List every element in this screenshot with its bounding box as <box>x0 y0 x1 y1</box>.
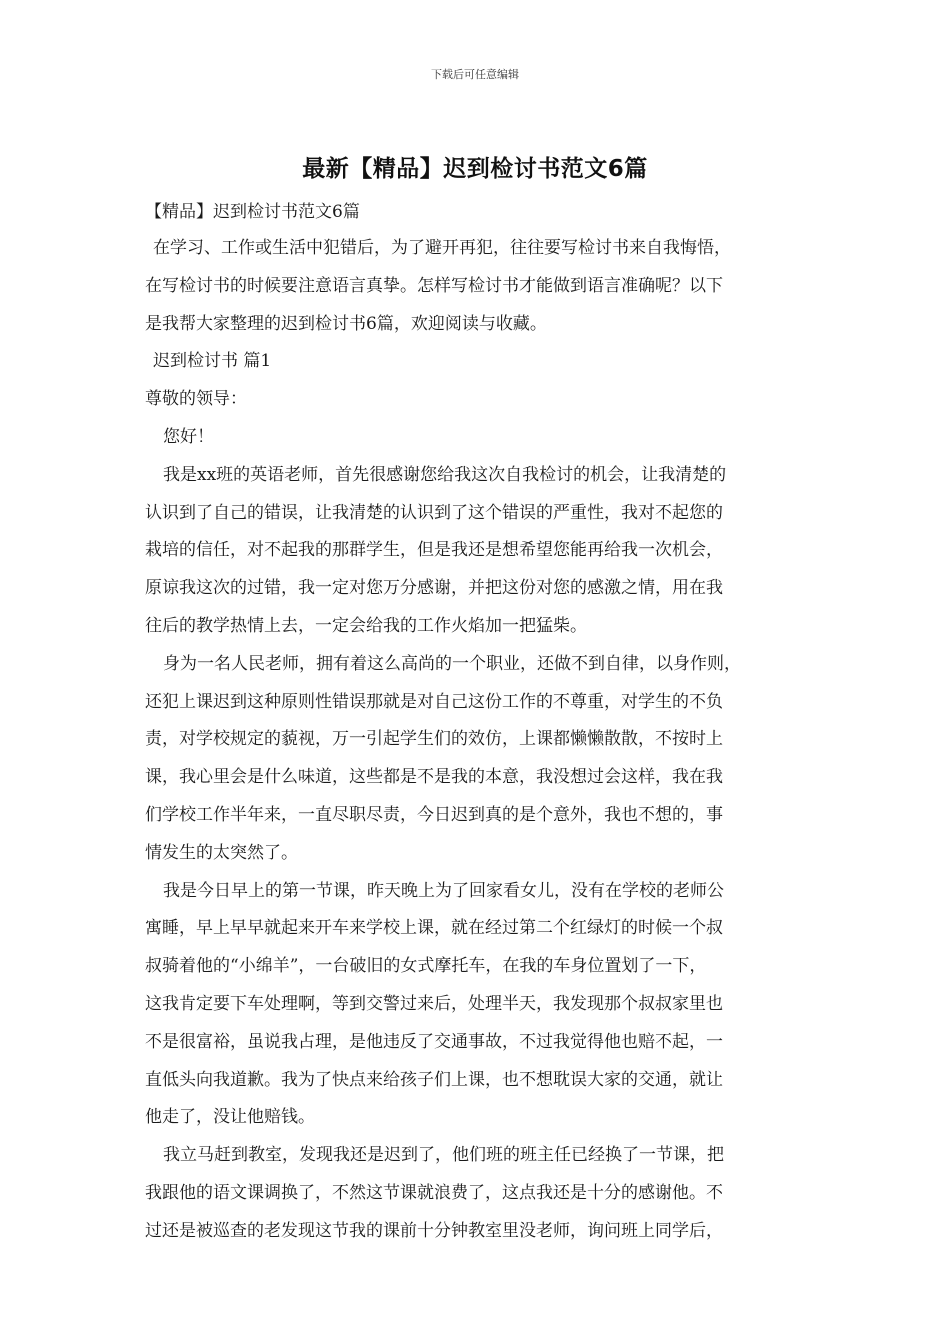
paragraph-line: 课，我心里会是什么味道，这些都是不是我的本意，我没想过会这样，我在我 <box>145 767 723 788</box>
paragraph-line: 身为一名人民老师，拥有着这么高尚的一个职业，还做不到自律，以身作则， <box>163 653 741 674</box>
paragraph-line: 叔骑着他的“小绵羊”，一台破旧的女式摩托车，在我的车身位置划了一下， <box>145 956 707 977</box>
document-title: 最新【精品】迟到检讨书范文6篇 <box>302 156 648 182</box>
paragraph-line: 我是今日早上的第一节课，昨天晚上为了回家看女儿，没有在学校的老师公 <box>163 880 724 901</box>
intro-line: 在学习、工作或生活中犯错后，为了避开再犯，往往要写检讨书来自我悔悟， <box>153 238 731 258</box>
paragraph-line: 这我肯定要下车处理啊，等到交警过来后，处理半天，我发现那个叔叔家里也 <box>145 993 723 1014</box>
intro-line: 是我帮大家整理的迟到检讨书6篇，欢迎阅读与收藏。 <box>145 313 547 334</box>
intro-line: 在写检讨书的时候要注意语言真挚。怎样写检讨书才能做到语言准确呢？以下 <box>145 275 723 296</box>
paragraph-line: 栽培的信任，对不起我的那群学生，但是我还是想希望您能再给我一次机会， <box>145 540 723 561</box>
paragraph-line: 往后的教学热情上去，一定会给我的工作火焰加一把猛柴。 <box>145 615 587 636</box>
document-body <box>145 198 810 1251</box>
paragraph-line: 不是很富裕，虽说我占理，是他违反了交通事故，不过我觉得他也赔不起，一 <box>145 1031 723 1052</box>
paragraph-line: 过还是被巡查的老发现这节我的课前十分钟教室里没老师，询问班上同学后， <box>145 1220 723 1241</box>
paragraph-line: 我是xx班的英语老师，首先很感谢您给我这次自我检讨的机会，让我清楚的 <box>163 464 727 485</box>
paragraph-line: 们学校工作半年来，一直尽职尽责，今日迟到真的是个意外，我也不想的，事 <box>145 804 723 825</box>
document-subtitle: 【精品】迟到检讨书范文6篇 <box>145 202 360 222</box>
paragraph-line: 我跟他的语文课调换了，不然这节课就浪费了，这点我还是十分的感谢他。不 <box>145 1182 723 1203</box>
paragraph-line: 还犯上课迟到这种原则性错误那就是对自己这份工作的不尊重，对学生的不负 <box>145 691 723 712</box>
paragraph-line: 他走了，没让他赔钱。 <box>145 1107 315 1128</box>
section-heading: 迟到检讨书 篇1 <box>153 351 272 372</box>
paragraph-line: 我立马赶到教室，发现我还是迟到了，他们班的班主任已经换了一节课，把 <box>163 1145 724 1166</box>
paragraph-line: 原谅我这次的过错，我一定对您万分感谢，并把这份对您的感激之情，用在我 <box>145 578 723 599</box>
paragraph-line: 情发生的太突然了。 <box>145 842 298 863</box>
greeting: 您好！ <box>163 426 214 447</box>
paragraph-line: 责，对学校规定的藐视，万一引起学生们的效仿，上课都懒懒散散，不按时上 <box>145 729 723 750</box>
paragraph-line: 直低头向我道歉。我为了快点来给孩子们上课，也不想耽误大家的交通，就让 <box>145 1069 723 1090</box>
header-note: 下载后可任意编辑 <box>431 68 519 81</box>
salutation: 尊敬的领导： <box>145 389 247 410</box>
paragraph-line: 寓睡，早上早早就起来开车来学校上课，就在经过第二个红绿灯的时候一个叔 <box>145 918 723 939</box>
paragraph-line: 认识到了自己的错误，让我清楚的认识到了这个错误的严重性，我对不起您的 <box>145 502 723 523</box>
